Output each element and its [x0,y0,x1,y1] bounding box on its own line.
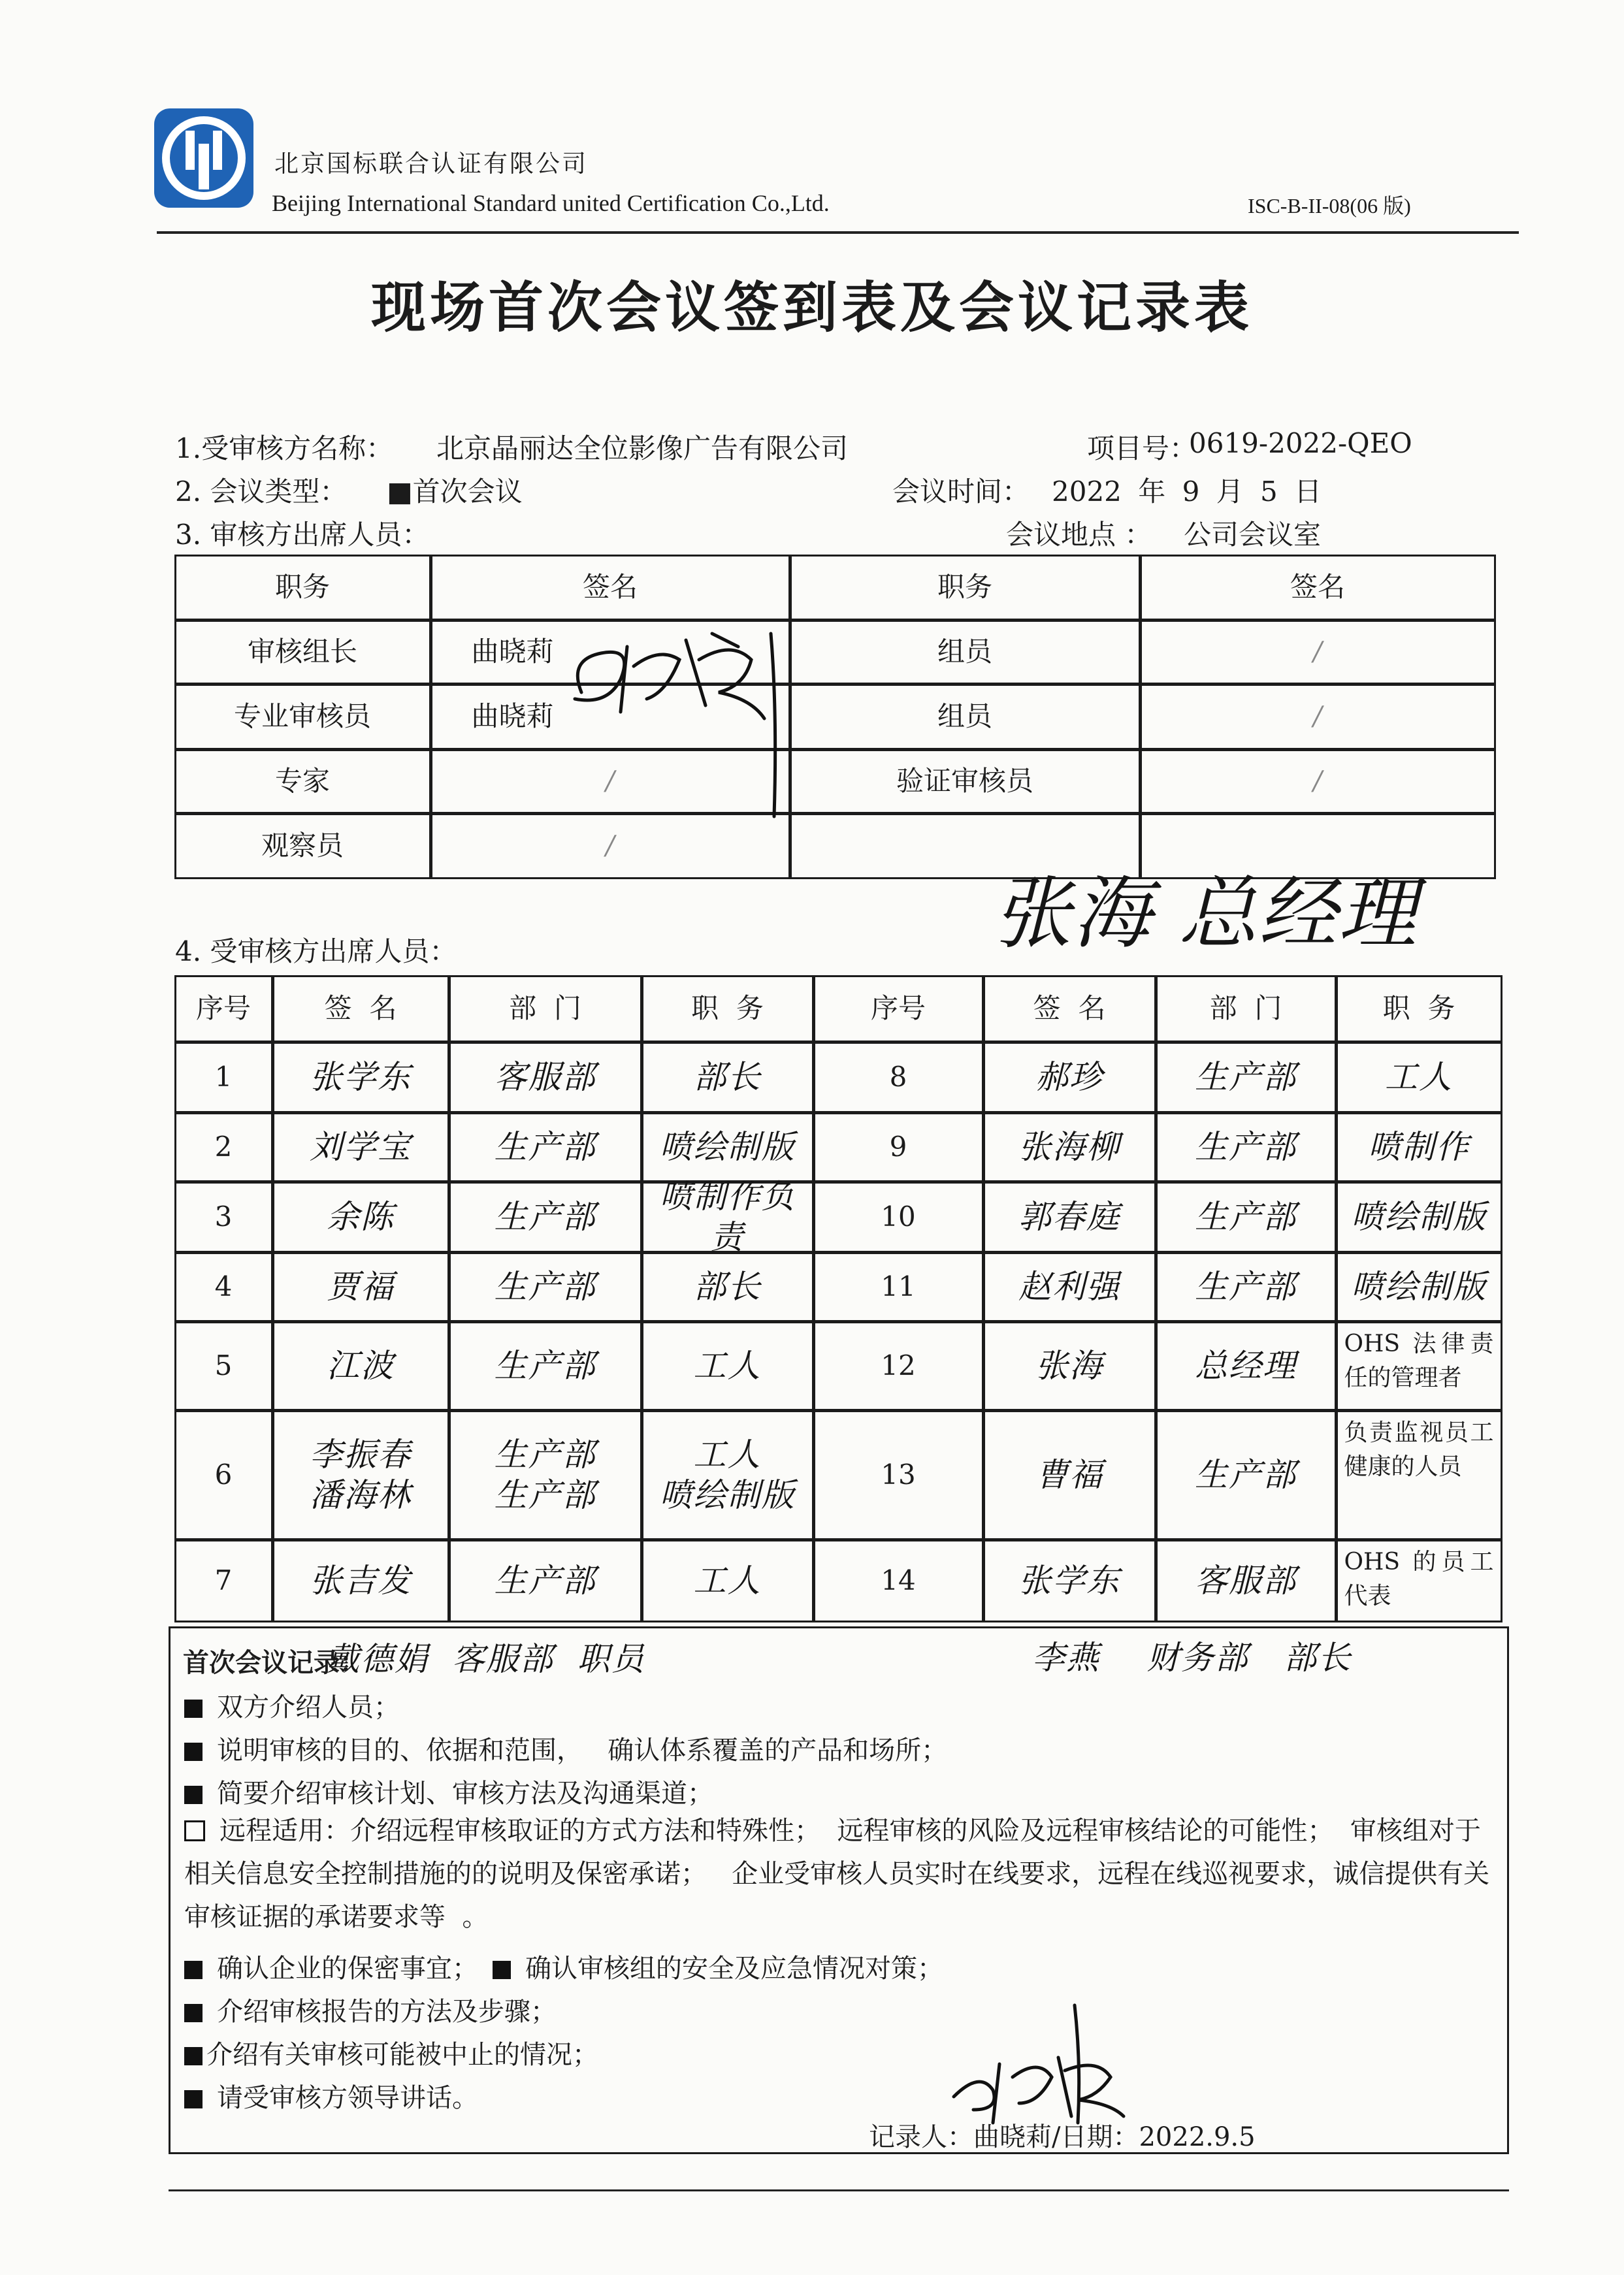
audit-role: 专家 [174,749,431,814]
recorder-line: 记录人：曲晓莉/日期：2022.9.5 [869,2122,1256,2152]
audit-sign: / [1140,749,1496,814]
audit-header-role-1: 职务 [174,555,431,621]
attendee-dept: 生产部 [449,1182,642,1253]
checked-box-icon [184,2004,203,2022]
recorder-signature-image [941,1999,1150,2129]
attendee-dept: 生产部 [1156,1112,1337,1182]
record-item [184,2077,478,2114]
checked-box-icon [184,1786,203,1804]
meeting-type-label: 2. 会议类型： [175,476,348,508]
header-no: 序号 [813,975,984,1042]
checked-box-icon [184,2047,203,2065]
header-title: 职 务 [641,975,814,1042]
extra-attendee-right: 李燕 财务部 部长 [1032,1639,1352,1677]
attendee-signature: 李振春 潘海林 [272,1410,449,1540]
audit-role: 组员 [790,684,1141,750]
attendee-title: 喷绘制版 [641,1112,814,1182]
attendee-title: 工人 [641,1540,814,1622]
audit-sign: / [1140,620,1496,685]
form-code: ISC-B-II-08(06 版) [1248,194,1411,218]
bottom-divider [169,2189,1509,2191]
record-item [184,1773,713,1810]
auditee-attendees-label: 4. 受审核方出席人员： [175,935,457,967]
record-item [184,2034,598,2071]
audit-attendees-label: 3. 审核方出席人员： [175,519,430,551]
audit-header-sign-2: 签名 [1140,555,1496,621]
attendee-title: 工人 喷绘制版 [641,1410,814,1540]
header-dept: 部 门 [1156,975,1337,1042]
meeting-time-value: 2022 年 9 月 5 日 [1052,476,1322,508]
attendee-title: 部长 [641,1252,814,1322]
checked-box-icon [184,1743,203,1761]
row-number: 13 [813,1410,984,1540]
checked-box-icon [493,1961,511,1979]
header-title: 职 务 [1336,975,1502,1042]
record-item-text: 介绍有关审核可能被中止的情况； [206,2040,598,2070]
attendee-title: OHS 的员工代表 [1336,1540,1502,1622]
checked-box-icon [184,2090,203,2108]
attendee-dept: 生产部 [449,1540,642,1622]
document-title: 现场首次会议签到表及会议记录表 [370,276,1253,340]
attendee-title: 负责监视员工健康的人员 [1336,1410,1502,1540]
attendee-signature: 张学东 [272,1042,449,1113]
attendee-signature: 刘学宝 [272,1112,449,1182]
record-item-text: 说明审核的目的、依据和范围， 确认体系覆盖的产品和场所； [217,1735,948,1766]
record-item [184,1809,1497,1939]
audit-role: 观察员 [174,813,431,879]
row-number: 4 [174,1252,273,1322]
audit-sign: 曲晓莉 [430,620,790,685]
attendee-signature: 张海柳 [983,1112,1156,1182]
record-item [184,1991,557,2028]
audit-role: 专业审核员 [174,684,431,750]
record-item [184,1686,400,1724]
attendee-signature: 张吉发 [272,1540,449,1622]
handwritten-gm-note: 张海 总经理 [993,869,1418,960]
row-number: 2 [174,1112,273,1182]
record-item-text: 远程适用：介绍远程审核取证的方式方法和特殊性； 远程审核的风险及远程审核结论的可能性； 审核组对于相关信息安全控制措施的的说明及保密承诺； 企业受审核人员实时在线要求，远程在线巡视要求，诚信提供有关审核证据的承诺要求等 。 [184,1816,1490,1932]
row-number: 6 [174,1410,273,1540]
attendee-title: 工人 [641,1321,814,1411]
location-label: 会议地点 ： [1006,519,1152,551]
auditee-label: 1.受审核方名称： [175,432,394,464]
attendee-dept: 生产部 [449,1252,642,1322]
row-number: 10 [813,1182,984,1253]
attendee-signature: 郝珍 [983,1042,1156,1113]
record-item [184,1730,947,1767]
meeting-time-label: 会议时间： [892,476,1030,508]
company-name-cn: 北京国标联合认证有限公司 [274,150,588,178]
attendee-signature: 赵利强 [983,1252,1156,1322]
company-name-en: Beijing International Standard united Certification Co.,Ltd. [272,190,830,216]
attendee-dept: 生产部 [1156,1410,1337,1540]
header-dept: 部 门 [449,975,642,1042]
audit-sign: 曲晓莉 [430,684,790,750]
attendee-dept: 生产部 [449,1321,642,1411]
record-title: 首次会议记录： [183,1647,366,1678]
project-number: 0619-2022-QEO [1189,427,1412,459]
unchecked-box-icon [184,1820,205,1841]
attendee-dept: 客服部 [449,1042,642,1113]
attendee-dept: 生产部 [1156,1182,1337,1253]
audit-role: 验证审核员 [790,749,1141,814]
record-item-text: 介绍审核报告的方法及步骤； [217,1997,557,2027]
meeting-type-value: ■首次会议 [387,476,523,508]
attendee-signature: 张海 [983,1321,1156,1411]
header-divider [157,231,1519,234]
audit-role: 组员 [790,620,1141,685]
attendee-signature: 郭春庭 [983,1182,1156,1253]
header-sign: 签 名 [983,975,1156,1042]
row-number: 3 [174,1182,273,1253]
record-item-text: 确认企业的保密事宜； [217,1954,478,1984]
audit-role: 审核组长 [174,620,431,685]
attendee-title: 工人 [1336,1042,1502,1113]
location-value: 公司会议室 [1184,519,1322,551]
audit-header-role-2: 职务 [790,555,1141,621]
checked-box-icon [184,1700,203,1718]
record-item-text: 双方介绍人员； [217,1692,400,1722]
audit-sign: / [430,749,790,814]
row-number: 9 [813,1112,984,1182]
attendee-signature: 张学东 [983,1540,1156,1622]
audit-sign: / [430,813,790,879]
auditee-name: 北京晶丽达全位影像广告有限公司 [436,432,849,464]
auditor-signature-image [555,621,804,830]
checked-box-icon [184,1961,203,1979]
attendee-dept: 生产部 [449,1112,642,1182]
attendee-title: 喷制作负责 [641,1182,814,1253]
attendee-dept: 生产部 生产部 [449,1410,642,1540]
attendee-title: 部长 [641,1042,814,1113]
record-item-text: 确认审核组的安全及应急情况对策； [525,1954,943,1984]
attendee-title: 喷绘制版 [1336,1182,1502,1253]
attendee-dept: 生产部 [1156,1042,1337,1113]
row-number: 1 [174,1042,273,1113]
isc-logo-icon [152,106,256,210]
attendee-title: 喷制作 [1336,1112,1502,1182]
record-item-text: 简要介绍审核计划、审核方法及沟通渠道； [217,1779,713,1809]
attendee-signature: 曹福 [983,1410,1156,1540]
attendee-signature: 贾福 [272,1252,449,1322]
attendee-dept: 总经理 [1156,1321,1337,1411]
header-sign: 签 名 [272,975,449,1042]
attendee-signature: 江波 [272,1321,449,1411]
row-number: 11 [813,1252,984,1322]
row-number: 7 [174,1540,273,1622]
record-item [184,1948,943,1985]
audit-sign: / [1140,684,1496,750]
row-number: 14 [813,1540,984,1622]
project-label: 项目号： [1087,432,1197,464]
attendee-title: OHS 法律责任的管理者 [1336,1321,1502,1411]
attendee-dept: 生产部 [1156,1252,1337,1322]
audit-header-sign-1: 签名 [430,555,790,621]
record-item-text: 请受审核方领导讲话。 [217,2083,478,2113]
row-number: 5 [174,1321,273,1411]
header-no: 序号 [174,975,273,1042]
extra-attendee-left: 戴德娟 客服部 职员 [327,1640,645,1678]
row-number: 12 [813,1321,984,1411]
row-number: 8 [813,1042,984,1113]
attendee-title: 喷绘制版 [1336,1252,1502,1322]
attendee-signature: 余陈 [272,1182,449,1253]
attendee-dept: 客服部 [1156,1540,1337,1622]
